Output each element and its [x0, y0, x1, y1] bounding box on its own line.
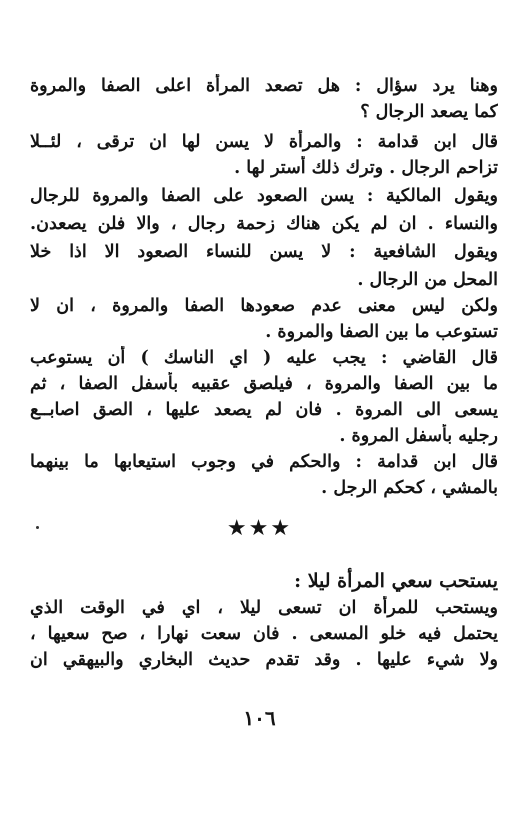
- text-line-11: قال القاضي : يجب عليه ( اي الناسك ) أن يستوعب: [30, 348, 498, 368]
- section-line-1: ويستحب للمرأة ان تسعى ليلا ، اي في الوقت الذي: [30, 598, 498, 618]
- text-line-9: ولكن ليس معنى عدم صعودها الصفا والمروة ، ان لا: [30, 296, 498, 316]
- section-line-2: يحتمل فيه خلو المسعى . فان سعت نهارا ، صح سعيها ،: [30, 624, 498, 644]
- text-line-10: تستوعب ما بين الصفا والمروة .: [265, 322, 498, 342]
- text-line-4: تزاحم الرجال . وترك ذلك أستر لها .: [234, 158, 498, 178]
- section-heading: يستحب سعي المرأة ليلا :: [294, 570, 498, 592]
- text-line-16: بالمشي ، كحكم الرجل .: [321, 478, 498, 498]
- section-divider: ★★★: [226, 516, 293, 541]
- section-line-3: ولا شيء عليها . وقد تقدم حديث البخاري والبيهقي ان: [30, 650, 498, 670]
- text-line-1: وهنا يرد سؤال : هل تصعد المرأة اعلى الصفا والمروة: [30, 76, 498, 96]
- text-line-7: ويقول الشافعية : لا يسن للنساء الصعود الا اذا خلا: [30, 242, 498, 262]
- text-line-6: والنساء . ان لم يكن هناك زحمة رجال ، والا فلن يصعدن.: [30, 214, 498, 234]
- text-line-12: ما بين الصفا والمروة ، فيلصق عقبيه بأسفل الصفا ، ثم: [30, 374, 498, 394]
- text-line-3: قال ابن قدامة : والمرأة لا يسن لها ان ترقى ، لئــلا: [30, 132, 498, 152]
- text-line-15: قال ابن قدامة : والحكم في وجوب استيعابها ما بينهما: [30, 452, 498, 472]
- text-line-13: يسعى الى المروة . فان لم يصعد عليها ، الصق اصابــع: [30, 400, 498, 420]
- text-line-8: المحل من الرجال .: [357, 270, 498, 290]
- text-line-2: كما يصعد الرجال ؟: [360, 102, 498, 122]
- text-line-5: ويقول المالكية : يسن الصعود على الصفا والمروة للرجال: [30, 186, 498, 206]
- text-line-14: رجليه بأسفل المروة .: [339, 426, 498, 446]
- page-number: ١٠٦: [243, 706, 276, 730]
